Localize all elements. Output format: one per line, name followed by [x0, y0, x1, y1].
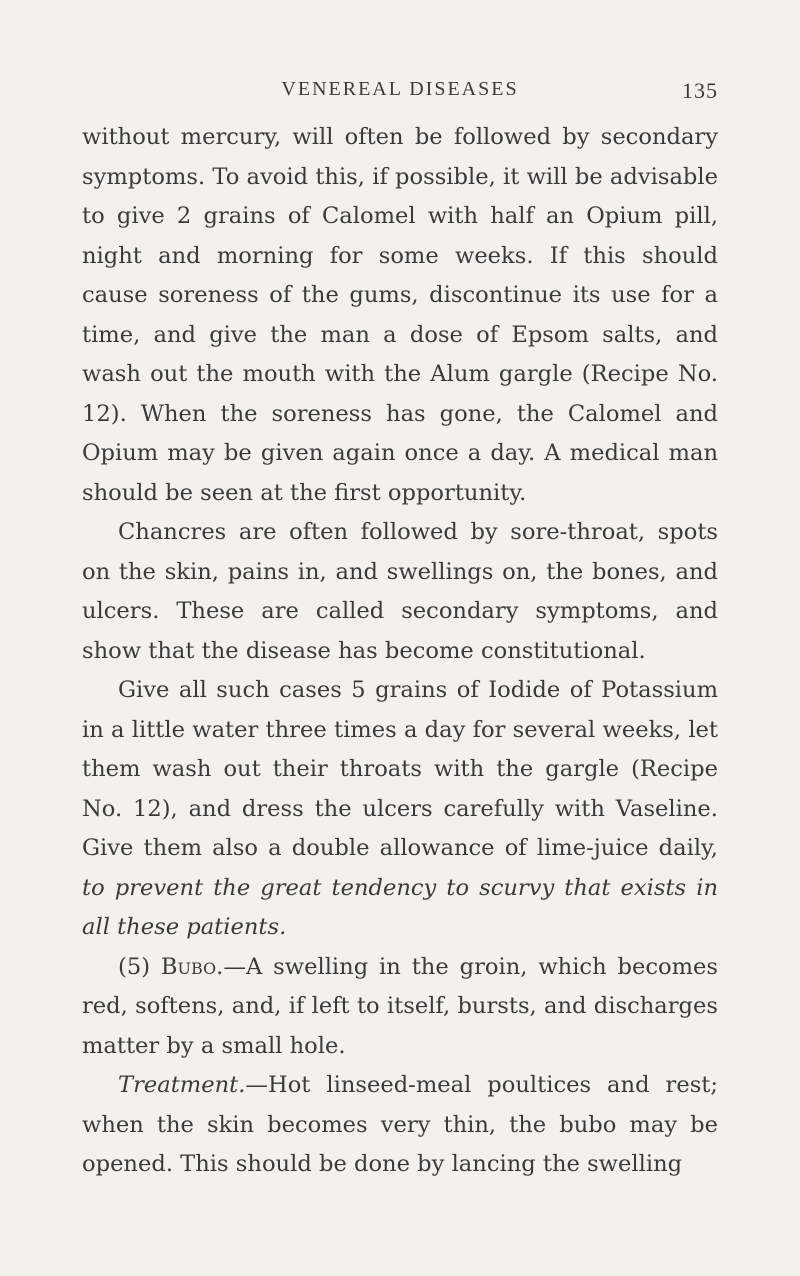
- running-title: VENEREAL DISEASES: [281, 78, 519, 100]
- paragraph-chancres: [82, 513, 718, 671]
- running-head: [82, 78, 718, 118]
- paragraph-treatment-iodide: [82, 671, 718, 948]
- paragraph-treatment-bubo: [82, 1066, 718, 1185]
- paragraph-text: without mercury, will often be followed by secondary symptoms. To avoid this, if possible, it will be advisable to give 2 grains of Calomel with half an Opium pill, night and morning for some weeks. If this should cause soreness of the gums, discontinue its use for a time, and give the man a dose of Epsom salts, and wash out the mouth with the Alum gargle (Recipe No. 12). When the soreness has gone, the Calomel and Opium may be given again once a day. A medical man should be seen at the first opportunity.: [82, 124, 718, 506]
- section-heading: Bubo.: [160, 953, 224, 980]
- treatment-heading: Treatment.: [118, 1072, 246, 1098]
- page-number: 135: [682, 78, 718, 103]
- paragraph-text: —Hot linseed-meal poultices and rest; when the skin becomes very thin, the bubo may be opened. This should be done by lancing the swelling: [82, 1072, 718, 1177]
- paragraph-italic-text: to prevent the great tendency to scurvy that exists in all these patients.: [82, 874, 718, 940]
- paragraph-text: Give all such cases 5 grains of Iodide of Potassium in a little water three times a day for several weeks, let them wash out their throats with the gargle (Recipe No. 12), and dress the ulcers carefully with Vaseline. Give them also a double allowance of lime-juice daily,: [82, 677, 718, 861]
- paragraph-text: —A swelling in the groin, which becomes red, softens, and, if left to itself, bursts, and discharges matter by a small hole.: [82, 953, 719, 1059]
- paragraph-mercury: [82, 118, 718, 513]
- paragraph-bubo: [82, 948, 718, 1067]
- paragraph-text: Chancres are often followed by sore-throat, spots on the skin, pains in, and swellings on, the bones, and ulcers. These are called secondary symptoms, and show that the disease has become constitutional.: [82, 519, 718, 664]
- section-number: (5): [118, 953, 161, 980]
- book-page: [82, 78, 719, 1177]
- body-text: [82, 118, 718, 1185]
